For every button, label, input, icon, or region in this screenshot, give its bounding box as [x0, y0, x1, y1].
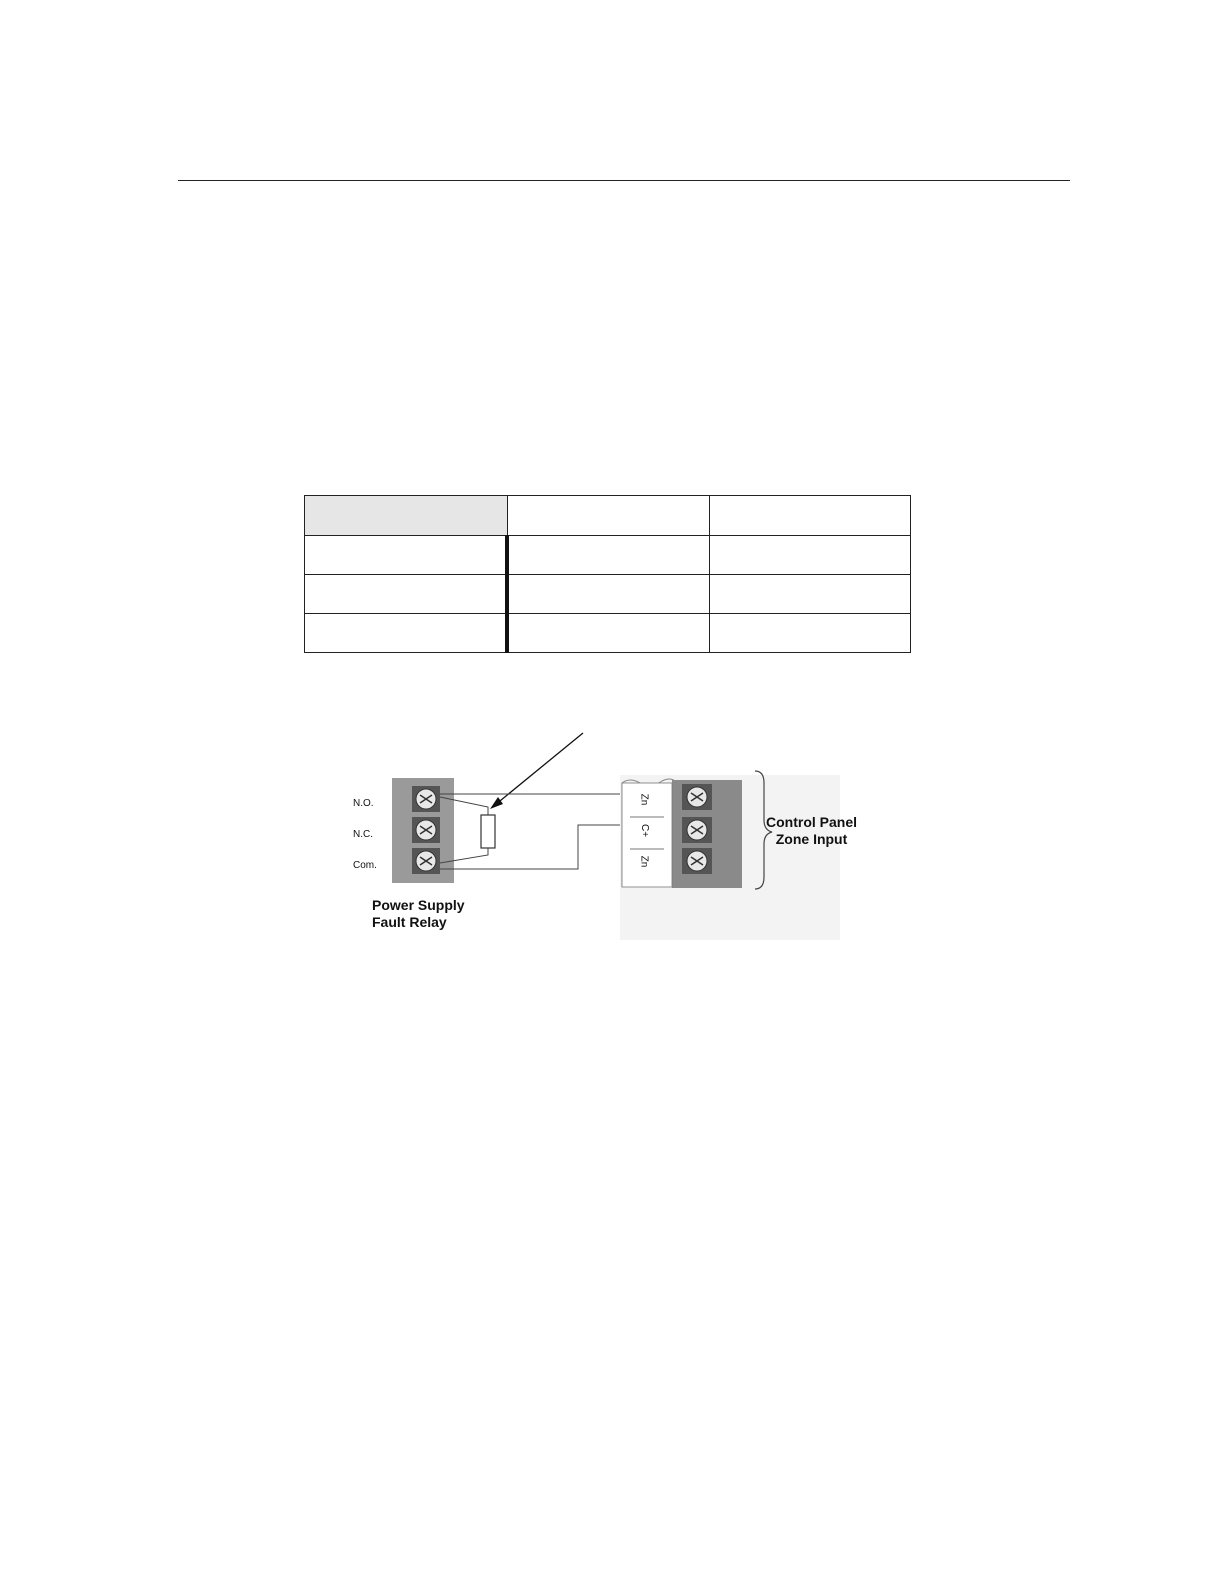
table-header-cell — [710, 496, 911, 536]
panel-caption-line-2: Zone Input — [775, 831, 848, 847]
table-row — [305, 575, 911, 614]
panel-terminal-label-c-plus: C+ — [639, 823, 651, 838]
wiring-diagram — [330, 725, 890, 940]
table-cell — [710, 575, 911, 614]
table-header-cell — [305, 496, 508, 536]
table-cell — [507, 614, 710, 653]
table-cell — [507, 575, 710, 614]
relay-screw-terminals — [412, 786, 440, 874]
table-cell — [710, 536, 911, 575]
panel-screw-terminals — [682, 784, 712, 874]
table-row — [305, 614, 911, 653]
table-row — [305, 536, 911, 575]
panel-caption-line-1: Control Panel — [766, 814, 858, 830]
panel-terminal-label-zn-bottom: Zn — [638, 855, 650, 868]
table-header-row — [305, 496, 911, 536]
panel-caption — [766, 814, 857, 848]
table-header-cell — [507, 496, 710, 536]
table-cell — [305, 536, 508, 575]
relay-terminal-label-no: N.O. — [353, 798, 374, 809]
table-cell — [305, 575, 508, 614]
header-rule — [178, 180, 1070, 181]
resistor-icon — [481, 815, 495, 848]
relay-terminal-label-nc: N.C. — [353, 829, 373, 840]
table-cell — [710, 614, 911, 653]
relay-caption — [372, 897, 465, 931]
panel-terminal-label-zn-top: Zn — [638, 793, 650, 806]
relay-terminal-label-com: Com. — [353, 860, 377, 871]
relay-caption-line-1: Power Supply — [372, 897, 465, 913]
relay-caption-line-2: Fault Relay — [372, 914, 447, 930]
callout-arrowhead — [490, 797, 503, 809]
table-cell — [305, 614, 508, 653]
spec-table — [304, 495, 911, 653]
table-cell — [507, 536, 710, 575]
